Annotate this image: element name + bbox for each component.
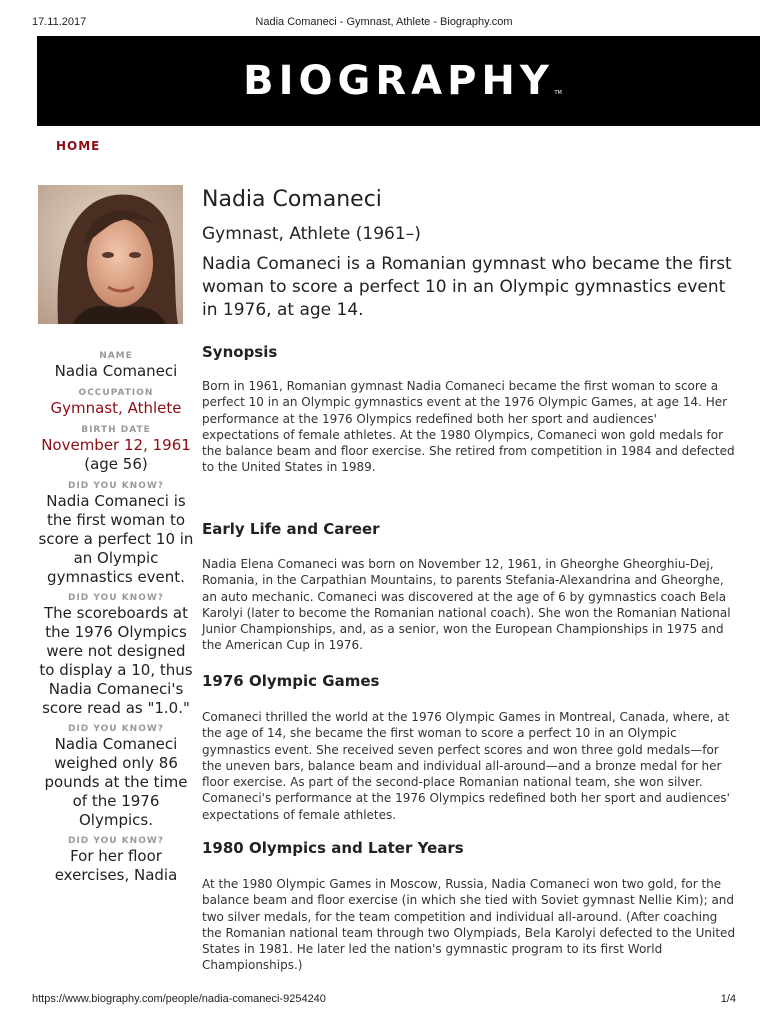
synopsis-body: Born in 1961, Romanian gymnast Nadia Comaneci became the first woman to score a perfect 10 in an Olympic gymnastics event at the 1976 Olympic Games, at age 14. Her performance at the 1976 Olympics redefined both her sport and audiences' expectations of female athletes. At the 1980 Olympics, Comaneci won gold medals for the balance beam and floor exercise. She retired from competition in 1984 and defected to the United States in 1989. <box>202 379 735 475</box>
name-label: NAME <box>99 351 133 361</box>
did-you-know-label: DID YOU KNOW? <box>67 836 165 846</box>
print-title: Nadia Comaneci - Gymnast, Athlete - Biography.com <box>255 16 513 28</box>
did-you-know-label: DID YOU KNOW? <box>67 724 165 734</box>
logo-text: BIOGRAPHY <box>243 58 554 104</box>
article-header <box>202 186 736 322</box>
occupation-label: OCCUPATION <box>78 388 154 398</box>
birth-date-label: BIRTH DATE <box>81 425 151 435</box>
birth-date-link[interactable]: November 12, 1961 <box>41 436 191 454</box>
did-you-know-fact: For her floor exercises, Nadia <box>54 847 178 884</box>
olympics-1976-body: Comaneci thrilled the world at the 1976 Olympic Games in Montreal, Canada, where, at the age of 14, she became the first woman to score a perfect 10 in an Olympic gymnastics event. She received seven perfect scores and won three gold medals—for the uneven bars, balance beam and individual all-around—and a bronze medal for her floor exercise. As part of the second-place Romanian national team, she won silver. Comaneci's performance at the 1976 Olympics redefined both her sport and audiences' expectations of female athletes. <box>202 710 730 822</box>
birth-date-value <box>38 436 194 474</box>
person-subtitle: Gymnast, Athlete (1961–) <box>202 224 421 244</box>
olympics-1980-heading: 1980 Olympics and Later Years <box>202 839 464 857</box>
article-deck: Nadia Comaneci is a Romanian gymnast who became the first woman to score a perfect 10 in an Olympic gymnastics event in 1976, at age 14. <box>202 254 732 320</box>
trademark: TM <box>554 90 562 96</box>
age-text: (age 56) <box>84 455 148 473</box>
print-footer <box>32 993 736 1007</box>
olympics-1976-heading: 1976 Olympic Games <box>202 672 380 690</box>
occupation-link[interactable]: Gymnast, Athlete <box>50 399 182 417</box>
print-header <box>32 16 736 30</box>
masthead <box>37 36 760 126</box>
print-date: 17.11.2017 <box>32 16 87 28</box>
nav-home-link[interactable]: HOME <box>56 139 101 153</box>
name-value: Nadia Comaneci <box>54 362 178 380</box>
portrait-photo <box>38 185 183 324</box>
did-you-know-fact: The scoreboards at the 1976 Olympics were not designed to display a 10, thus Nadia Comaneci's score read as "1.0." <box>39 604 193 717</box>
did-you-know-fact: Nadia Comaneci weighed only 86 pounds at the time of the 1976 Olympics. <box>44 735 188 829</box>
did-you-know-label: DID YOU KNOW? <box>67 481 165 491</box>
portrait-image <box>38 185 183 324</box>
olympics-1980-body: At the 1980 Olympic Games in Moscow, Russia, Nadia Comaneci won two gold, for the balance beam and floor exercise (in which she tied with Soviet gymnast Nellie Kim); and two silver medals, for the team competition and individual all-around. (After coaching the Romanian national team through two Olympiads, Bela Karolyi defected to the United States in 1981. He later led the nation's gymnastic program to its first World Championships.) <box>202 877 736 973</box>
did-you-know-fact: Nadia Comaneci is the first woman to score a perfect 10 in an Olympic gymnastics event. <box>38 492 194 586</box>
early-life-heading: Early Life and Career <box>202 520 380 538</box>
person-name: Nadia Comaneci <box>202 187 382 212</box>
synopsis-heading: Synopsis <box>202 343 278 361</box>
fact-sidebar <box>38 350 194 890</box>
did-you-know-label: DID YOU KNOW? <box>67 593 165 603</box>
early-life-body: Nadia Elena Comaneci was born on November 12, 1961, in Gheorghe Gheorghiu-Dej, Romania, in the Carpathian Mountains, to parents Stefania-Alexandrina and Gheorghe, an auto mechanic. Comaneci was discovered at the age of 6 by gymnastics coach Bela Karolyi (later to become the Romanian national coach). She won the Romanian National Junior Championships, and, as a senior, won the European Championships in 1975 and the American Cup in 1976. <box>202 557 731 653</box>
print-url: https://www.biography.com/people/nadia-comaneci-9254240 <box>32 993 326 1005</box>
biography-logo[interactable] <box>243 58 562 104</box>
page-number: 1/4 <box>720 993 736 1005</box>
